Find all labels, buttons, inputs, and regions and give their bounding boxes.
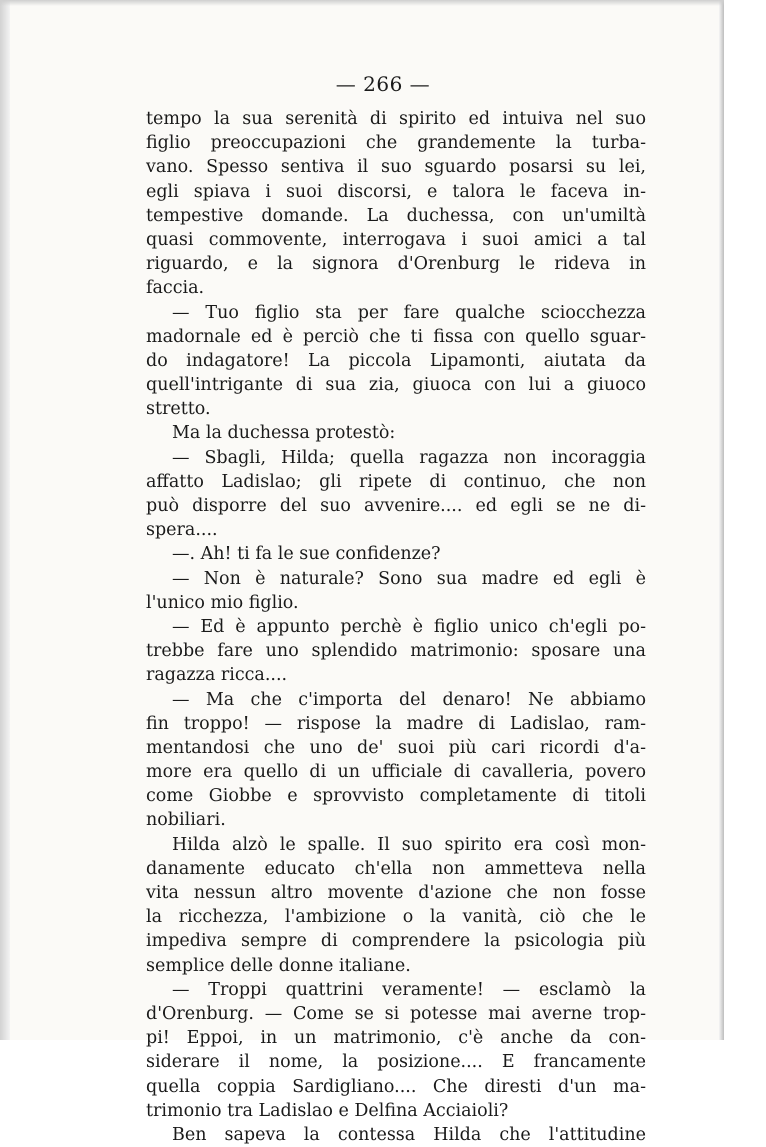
text-line: affatto Ladislao; gli ripete di continuo, che non [146,471,646,492]
page-top-shadow [0,0,724,6]
text-line: fin troppo! — rispose la madre di Ladislao, ram- [146,713,646,734]
text-line: tempo la sua serenità di spirito ed intuiva nel suo [146,109,646,129]
text-line: do indagatore! La piccola Lipamonti, aiutata da [146,350,646,371]
text-line: —. Ah! ti fa le sue confidenze? [172,544,441,565]
page-number: — 266 — [335,72,431,96]
text-line: quell'intrigante di sua zia, giuoca con lui a giuoco [146,375,646,396]
text-line: la ricchezza, l'ambizione o la vanità, ciò che le [146,907,646,928]
text-line: come Giobbe e sprovvisto completamente di titoli [146,786,646,807]
text-line: spera.... [146,520,218,541]
text-line: pi! Eppoi, in un matrimonio, c'è anche da con- [146,1028,646,1049]
text-line: l'unico mio figlio. [146,592,299,613]
text-line: egli spiava i suoi discorsi, e talora le faceva in- [146,181,646,202]
text-line: mentandosi che uno de' suoi più cari ricordi d'a- [146,737,646,758]
text-line: Ben sapeva la contessa Hilda che l'attitudine [172,1124,646,1145]
text-line: — Non è naturale? Sono sua madre ed egli è [172,568,646,589]
text-line: siderare il nome, la posizione.... E francamente [146,1052,646,1073]
text-line: more era quello di un ufficiale di cavalleria, povero [146,762,646,783]
text-line: — Ma che c'importa del denaro! Ne abbiamo [172,689,646,710]
text-line: faccia. [146,278,205,299]
text-line: vano. Spesso sentiva il suo sguardo posarsi su lei, [146,157,646,178]
text-line: — Ed è appunto perchè è figlio unico ch'egli po- [172,616,646,637]
text-line: quasi commovente, interrogava i suoi amici a tal [146,229,646,250]
body-text [146,107,646,1147]
page-outer-edge [719,0,724,1040]
page-binding-edge [0,0,10,1040]
text-line: riguardo, e la signora d'Orenburg le rideva in [146,254,646,275]
text-line: semplice delle donne italiane. [146,955,411,976]
text-line: nobiliari. [146,810,226,831]
text-line: può disporre del suo avvenire.... ed egli se ne di- [146,496,646,516]
text-line: Ma la duchessa protestò: [172,423,396,444]
text-line: trebbe fare uno splendido matrimonio: sposare una [146,641,646,662]
text-line: tempestive domande. La duchessa, con un'umiltà [146,205,646,226]
text-line: impediva sempre di comprendere la psicologia più [146,931,646,952]
text-line: danamente educato ch'ella non ammetteva nella [146,858,646,879]
text-line: madornale ed è perciò che ti fissa con quello sguar- [146,326,646,347]
text-line: quella coppia Sardigliano.... Che diresti d'un ma- [146,1076,646,1097]
text-line: — Sbagli, Hilda; quella ragazza non incoraggia [172,447,646,468]
text-line: — Troppi quattrini veramente! — esclamò la [172,979,646,1000]
text-line: figlio preoccupazioni che grandemente la turba- [146,133,646,154]
text-line: Hilda alzò le spalle. Il suo spirito era così mon- [172,834,646,855]
text-line: vita nessun altro movente d'azione che non fosse [146,883,646,903]
text-line: ragazza ricca.... [146,665,288,686]
text-line: — Tuo figlio sta per fare qualche sciocchezza [172,302,646,323]
text-line: stretto. [146,399,211,420]
text-line: trimonio tra Ladislao e Delfina Acciaioli? [146,1100,509,1121]
text-line: d'Orenburg. — Come se si potesse mai averne trop- [146,1003,646,1024]
